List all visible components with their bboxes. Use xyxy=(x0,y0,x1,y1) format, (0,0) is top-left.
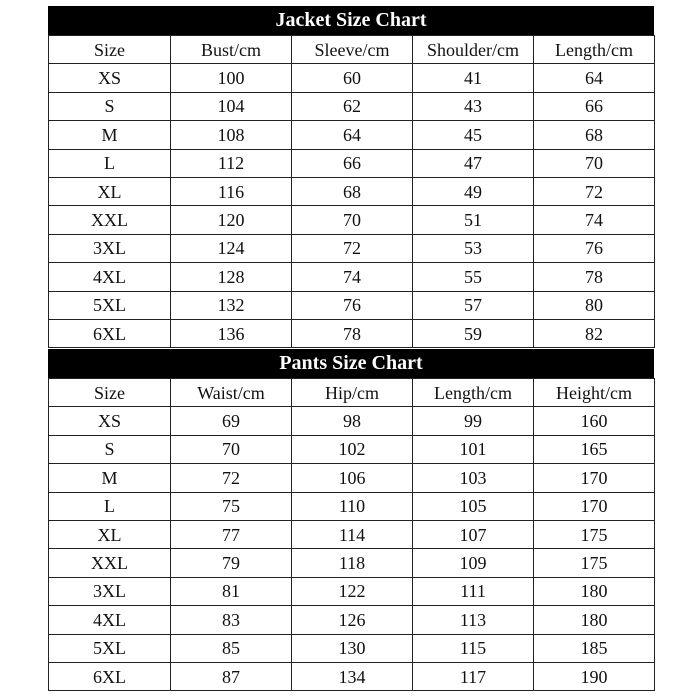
table-row xyxy=(49,520,655,548)
size-label-cell: S xyxy=(49,92,171,120)
measurement-cell: 53 xyxy=(413,234,534,262)
measurement-cell: 128 xyxy=(171,263,292,291)
pants-size-chart xyxy=(48,349,654,691)
measurement-cell: 51 xyxy=(413,206,534,234)
table-row xyxy=(49,492,655,520)
size-label-cell: 3XL xyxy=(49,234,171,262)
measurement-cell: 118 xyxy=(292,549,413,577)
table-row xyxy=(49,263,655,291)
jacket-size-chart xyxy=(48,6,654,348)
measurement-cell: 72 xyxy=(171,464,292,492)
table-row xyxy=(49,234,655,262)
jacket-chart-title: Jacket Size Chart xyxy=(48,6,654,35)
measurement-cell: 113 xyxy=(413,606,534,634)
measurement-cell: 66 xyxy=(292,149,413,177)
measurement-cell: 64 xyxy=(534,64,655,92)
measurement-cell: 102 xyxy=(292,435,413,463)
size-label-cell: 5XL xyxy=(49,634,171,662)
column-header: Waist/cm xyxy=(171,379,292,407)
column-header: Height/cm xyxy=(534,379,655,407)
measurement-cell: 180 xyxy=(534,606,655,634)
measurement-cell: 77 xyxy=(171,520,292,548)
measurement-cell: 170 xyxy=(534,464,655,492)
measurement-cell: 134 xyxy=(292,662,413,690)
measurement-cell: 76 xyxy=(292,291,413,319)
measurement-cell: 60 xyxy=(292,64,413,92)
column-header: Length/cm xyxy=(413,379,534,407)
measurement-cell: 83 xyxy=(171,606,292,634)
table-row xyxy=(49,662,655,690)
measurement-cell: 78 xyxy=(534,263,655,291)
measurement-cell: 160 xyxy=(534,407,655,435)
size-label-cell: L xyxy=(49,149,171,177)
measurement-cell: 69 xyxy=(171,407,292,435)
measurement-cell: 75 xyxy=(171,492,292,520)
column-header: Size xyxy=(49,379,171,407)
table-row xyxy=(49,435,655,463)
measurement-cell: 64 xyxy=(292,121,413,149)
measurement-cell: 47 xyxy=(413,149,534,177)
size-label-cell: 5XL xyxy=(49,291,171,319)
table-row xyxy=(49,319,655,347)
size-label-cell: 3XL xyxy=(49,577,171,605)
measurement-cell: 104 xyxy=(171,92,292,120)
measurement-cell: 124 xyxy=(171,234,292,262)
measurement-cell: 72 xyxy=(534,177,655,205)
measurement-cell: 190 xyxy=(534,662,655,690)
measurement-cell: 175 xyxy=(534,549,655,577)
measurement-cell: 120 xyxy=(171,206,292,234)
table-row xyxy=(49,149,655,177)
measurement-cell: 106 xyxy=(292,464,413,492)
measurement-cell: 57 xyxy=(413,291,534,319)
measurement-cell: 100 xyxy=(171,64,292,92)
column-header: Bust/cm xyxy=(171,36,292,64)
measurement-cell: 122 xyxy=(292,577,413,605)
measurement-cell: 70 xyxy=(534,149,655,177)
measurement-cell: 87 xyxy=(171,662,292,690)
measurement-cell: 170 xyxy=(534,492,655,520)
measurement-cell: 185 xyxy=(534,634,655,662)
measurement-cell: 41 xyxy=(413,64,534,92)
measurement-cell: 59 xyxy=(413,319,534,347)
table-row xyxy=(49,549,655,577)
measurement-cell: 99 xyxy=(413,407,534,435)
measurement-cell: 105 xyxy=(413,492,534,520)
table-row xyxy=(49,64,655,92)
table-row xyxy=(49,92,655,120)
pants-header-row xyxy=(49,379,655,407)
measurement-cell: 72 xyxy=(292,234,413,262)
size-label-cell: XXL xyxy=(49,549,171,577)
size-label-cell: 4XL xyxy=(49,606,171,634)
size-label-cell: XL xyxy=(49,177,171,205)
measurement-cell: 108 xyxy=(171,121,292,149)
size-label-cell: XS xyxy=(49,407,171,435)
measurement-cell: 107 xyxy=(413,520,534,548)
measurement-cell: 55 xyxy=(413,263,534,291)
table-row xyxy=(49,577,655,605)
measurement-cell: 112 xyxy=(171,149,292,177)
table-row xyxy=(49,634,655,662)
size-label-cell: XS xyxy=(49,64,171,92)
measurement-cell: 98 xyxy=(292,407,413,435)
measurement-cell: 85 xyxy=(171,634,292,662)
size-label-cell: XL xyxy=(49,520,171,548)
measurement-cell: 74 xyxy=(534,206,655,234)
measurement-cell: 180 xyxy=(534,577,655,605)
measurement-cell: 175 xyxy=(534,520,655,548)
table-row xyxy=(49,177,655,205)
column-header: Hip/cm xyxy=(292,379,413,407)
table-row xyxy=(49,407,655,435)
measurement-cell: 110 xyxy=(292,492,413,520)
measurement-cell: 66 xyxy=(534,92,655,120)
column-header: Shoulder/cm xyxy=(413,36,534,64)
measurement-cell: 101 xyxy=(413,435,534,463)
measurement-cell: 81 xyxy=(171,577,292,605)
measurement-cell: 114 xyxy=(292,520,413,548)
size-label-cell: M xyxy=(49,121,171,149)
jacket-header-row xyxy=(49,36,655,64)
size-label-cell: 4XL xyxy=(49,263,171,291)
size-label-cell: L xyxy=(49,492,171,520)
measurement-cell: 49 xyxy=(413,177,534,205)
size-label-cell: XXL xyxy=(49,206,171,234)
measurement-cell: 70 xyxy=(292,206,413,234)
table-row xyxy=(49,206,655,234)
measurement-cell: 68 xyxy=(534,121,655,149)
table-row xyxy=(49,291,655,319)
measurement-cell: 62 xyxy=(292,92,413,120)
measurement-cell: 117 xyxy=(413,662,534,690)
column-header: Length/cm xyxy=(534,36,655,64)
size-label-cell: M xyxy=(49,464,171,492)
size-label-cell: 6XL xyxy=(49,662,171,690)
measurement-cell: 79 xyxy=(171,549,292,577)
pants-chart-title: Pants Size Chart xyxy=(48,349,654,378)
table-row xyxy=(49,606,655,634)
measurement-cell: 45 xyxy=(413,121,534,149)
column-header: Sleeve/cm xyxy=(292,36,413,64)
measurement-cell: 70 xyxy=(171,435,292,463)
measurement-cell: 109 xyxy=(413,549,534,577)
measurement-cell: 111 xyxy=(413,577,534,605)
measurement-cell: 76 xyxy=(534,234,655,262)
table-row xyxy=(49,464,655,492)
measurement-cell: 103 xyxy=(413,464,534,492)
size-label-cell: 6XL xyxy=(49,319,171,347)
measurement-cell: 136 xyxy=(171,319,292,347)
measurement-cell: 78 xyxy=(292,319,413,347)
measurement-cell: 130 xyxy=(292,634,413,662)
measurement-cell: 68 xyxy=(292,177,413,205)
measurement-cell: 165 xyxy=(534,435,655,463)
measurement-cell: 132 xyxy=(171,291,292,319)
jacket-size-table xyxy=(48,35,655,348)
measurement-cell: 116 xyxy=(171,177,292,205)
column-header: Size xyxy=(49,36,171,64)
table-row xyxy=(49,121,655,149)
measurement-cell: 126 xyxy=(292,606,413,634)
measurement-cell: 80 xyxy=(534,291,655,319)
pants-size-table xyxy=(48,378,655,691)
measurement-cell: 115 xyxy=(413,634,534,662)
measurement-cell: 43 xyxy=(413,92,534,120)
measurement-cell: 74 xyxy=(292,263,413,291)
measurement-cell: 82 xyxy=(534,319,655,347)
size-label-cell: S xyxy=(49,435,171,463)
